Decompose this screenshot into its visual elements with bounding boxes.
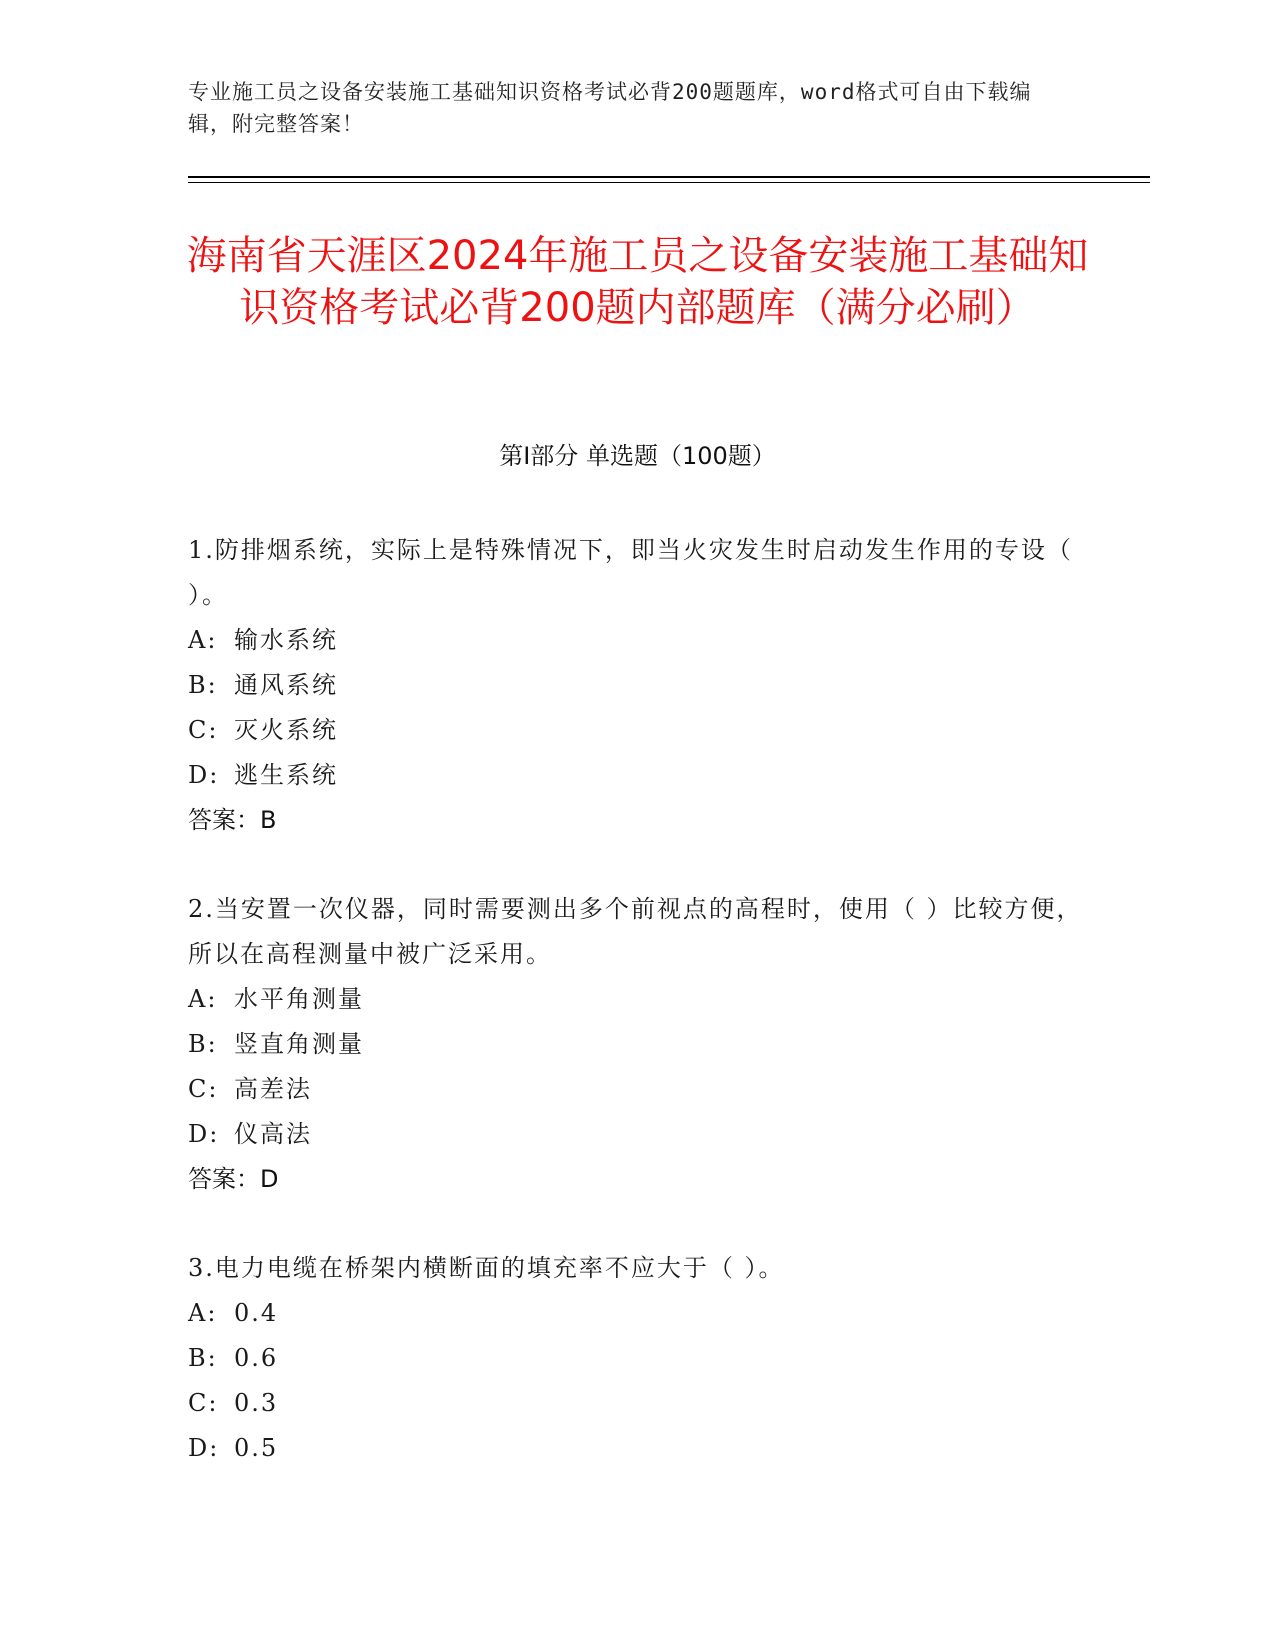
option-text: 高差法 xyxy=(234,1075,312,1103)
option-d xyxy=(188,753,1088,798)
option-a xyxy=(188,618,1088,663)
question-3 xyxy=(188,1246,1088,1471)
option-b xyxy=(188,1022,1088,1067)
section-title: 第Ⅰ部分 单选题（100题） xyxy=(499,442,776,470)
option-text: 水平角测量 xyxy=(234,985,364,1013)
option-text: 0.6 xyxy=(234,1344,279,1372)
option-letter: A: xyxy=(188,1299,218,1327)
option-a xyxy=(188,1291,1088,1336)
option-letter: A: xyxy=(188,626,218,654)
question-stem: 2.当安置一次仪器，同时需要测出多个前视点的高程时，使用（ ）比较方便，所以在高程测量中被广泛采用。 xyxy=(188,895,1083,968)
header-rule-thick xyxy=(188,176,1150,178)
header-note: 专业施工员之设备安装施工基础知识资格考试必背200题题库，word格式可自由下载编辑，附完整答案！ xyxy=(188,80,1032,136)
question-stem: 1.防排烟系统，实际上是特殊情况下，即当火灾发生时启动发生作用的专设（ ）。 xyxy=(188,536,1073,609)
option-letter: D: xyxy=(188,1434,220,1462)
option-b xyxy=(188,1336,1088,1381)
header-rule-thin xyxy=(188,182,1150,183)
option-text: 通风系统 xyxy=(234,671,338,699)
question-1 xyxy=(188,528,1088,843)
option-letter: C: xyxy=(188,716,219,744)
option-b xyxy=(188,663,1088,708)
question-2 xyxy=(188,887,1088,1202)
option-text: 逃生系统 xyxy=(234,761,338,789)
option-text: 0.4 xyxy=(234,1299,279,1327)
option-letter: D: xyxy=(188,761,220,789)
option-letter: B: xyxy=(188,1030,218,1058)
option-letter: D: xyxy=(188,1120,220,1148)
option-letter: A: xyxy=(188,985,218,1013)
option-c xyxy=(188,1381,1088,1426)
option-letter: C: xyxy=(188,1075,219,1103)
option-letter: B: xyxy=(188,671,218,699)
option-a xyxy=(188,977,1088,1022)
question-stem: 3.电力电缆在桥架内横断面的填充率不应大于（ ）。 xyxy=(188,1254,785,1282)
option-c xyxy=(188,708,1088,753)
option-letter: C: xyxy=(188,1389,219,1417)
option-d xyxy=(188,1112,1088,1157)
option-text: 0.3 xyxy=(234,1389,279,1417)
option-text: 0.5 xyxy=(234,1434,279,1462)
question-list xyxy=(188,528,1088,1515)
option-d xyxy=(188,1426,1088,1471)
option-text: 输水系统 xyxy=(234,626,338,654)
option-text: 灭火系统 xyxy=(234,716,338,744)
option-text: 仪高法 xyxy=(234,1120,312,1148)
answer-line: 答案：D xyxy=(188,1165,279,1193)
option-c xyxy=(188,1067,1088,1112)
option-text: 竖直角测量 xyxy=(234,1030,364,1058)
answer-line: 答案：B xyxy=(188,806,277,834)
option-letter: B: xyxy=(188,1344,218,1372)
document-title: 海南省天涯区2024年施工员之设备安装施工基础知识资格考试必背200题内部题库（满分必刷） xyxy=(186,233,1089,331)
